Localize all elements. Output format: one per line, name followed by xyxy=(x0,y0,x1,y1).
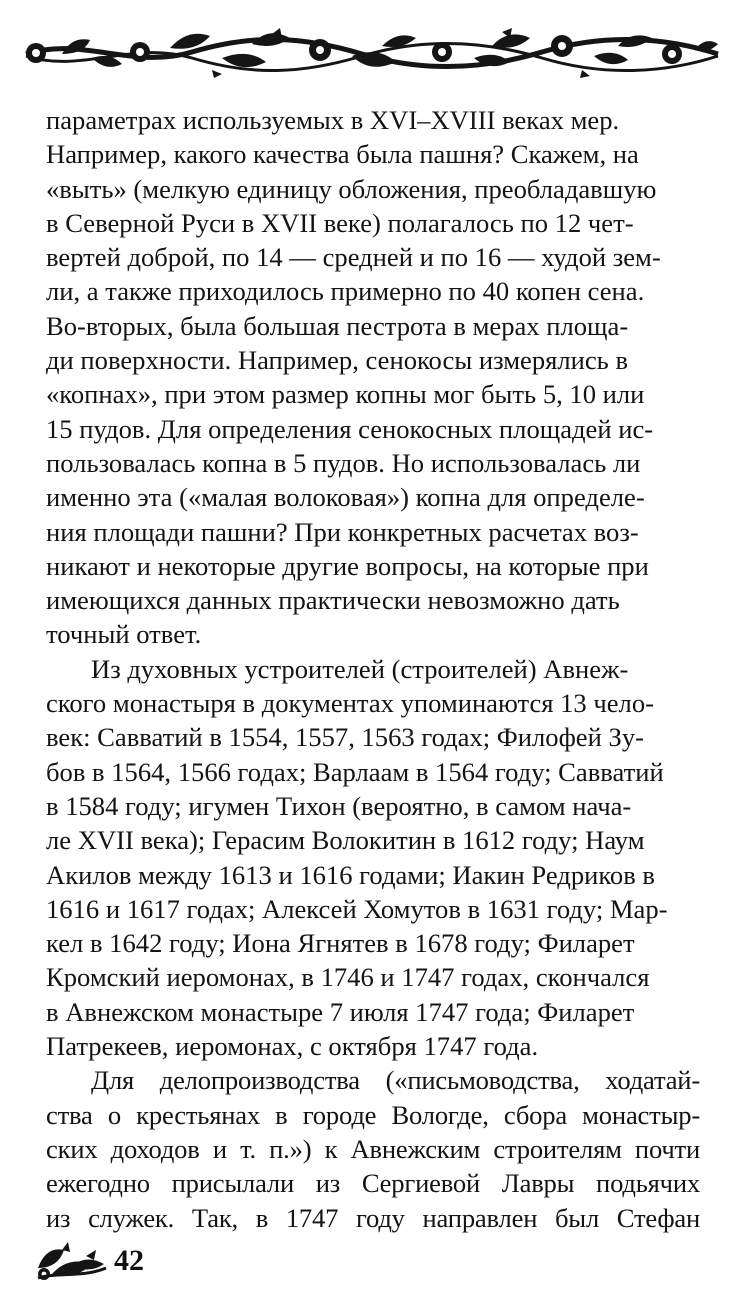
line-2-7: Акилов между 1613 и 1616 годами; Иакин Редриков в xyxy=(46,859,655,890)
line-2-6: ле XVII века); Герасим Волокитин в 1612 году; Наум xyxy=(46,825,645,856)
line-3-3: ских доходов и т. п.») к Авнежским строителям почти xyxy=(46,1133,700,1164)
line-1-16: точный ответ. xyxy=(46,619,202,650)
floral-vine-ornament-icon xyxy=(22,24,722,80)
line-2-9: кел в 1642 году; Иона Ягнятев в 1678 году; Филарет xyxy=(46,928,635,959)
main-text xyxy=(46,103,700,1235)
line-2-8: 1616 и 1617 годах; Алексей Хомутов в 1631 году; Мар- xyxy=(46,893,668,924)
line-1-1: параметрах используемых в XVI–XVIII веках мер. xyxy=(46,105,620,135)
line-1-2: Например, какого качества была пашня? Скажем, на xyxy=(46,139,639,170)
line-1-3: «выть» (мелкую единицу обложения, преобладавшую xyxy=(46,173,657,204)
line-2-3: век: Савватий в 1554, 1557, 1563 годах; Филофей Зу- xyxy=(46,722,644,753)
page-number: 42 xyxy=(114,1244,144,1277)
line-1-11: пользовалась копна в 5 пудов. Но использовалась ли xyxy=(46,447,641,478)
line-2-5: в 1584 году; игумен Тихон (вероятно, в самом нача- xyxy=(46,790,632,821)
paragraph-3 xyxy=(46,1063,700,1234)
paragraph-1 xyxy=(46,103,700,652)
line-3-1: Для делопроизводства («письмоводства, ходатай- xyxy=(91,1065,700,1096)
line-3-4: ежегодно присылали из Сергиевой Лавры подьячих xyxy=(46,1168,700,1199)
floral-leaf-ornament-icon xyxy=(34,1238,108,1284)
line-1-4: в Северной Руси в XVII веке) полагалось по 12 чет- xyxy=(46,207,634,238)
line-1-8: ди поверхности. Например, сенокосы измерялись в xyxy=(46,345,628,376)
line-1-10: 15 пудов. Для определения сенокосных площадей ис- xyxy=(46,413,654,444)
line-1-12: именно эта («малая волоковая») копна для определе- xyxy=(46,482,645,513)
line-1-9: «копнах», при этом размер копны мог быть 5, 10 или xyxy=(46,379,645,410)
line-2-1: Из духовных устроителей (строителей) Авнеж- xyxy=(91,653,629,684)
line-1-7: Во-вторых, была большая пестрота в мерах площа- xyxy=(46,310,629,341)
line-1-15: имеющихся данных практически невозможно дать xyxy=(46,585,620,616)
line-2-12: Патрекеев, иеромонах, с октября 1747 года. xyxy=(46,1031,539,1062)
line-3-5: из служек. Так, в 1747 году направлен был Стефан xyxy=(46,1202,700,1233)
line-1-6: ли, а также приходилось примерно по 40 копен сена. xyxy=(46,276,645,307)
line-1-14: никают и некоторые другие вопросы, на которые при xyxy=(46,550,649,581)
paragraph-2 xyxy=(46,652,700,1064)
line-2-2: ского монастыря в документах упоминаются 13 чело- xyxy=(46,688,654,719)
line-1-13: ния площади пашни? При конкретных расчетах воз- xyxy=(46,516,639,547)
line-2-4: бов в 1564, 1566 годах; Варлаам в 1564 году; Савватий xyxy=(46,756,664,787)
line-2-10: Кромский иеромонах, в 1746 и 1747 годах, скончался xyxy=(46,962,650,993)
line-3-2: ства о крестьянах в городе Вологде, сбора монастыр- xyxy=(46,1099,700,1130)
line-1-5: вертей доброй, по 14 — средней и по 16 — худой зем- xyxy=(46,242,661,273)
page-footer xyxy=(34,1236,144,1286)
line-2-11: в Авнежском монастыре 7 июля 1747 года; Филарет xyxy=(46,996,635,1027)
